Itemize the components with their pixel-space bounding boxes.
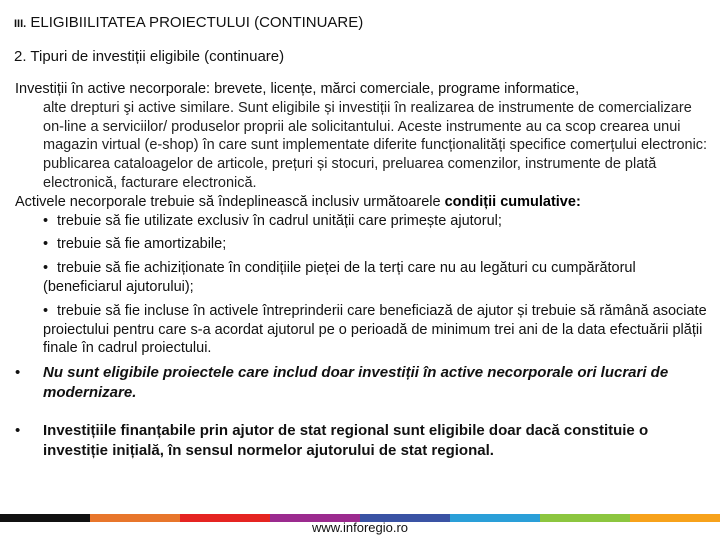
requirements-prefix: Activele necorporale trebuie să îndeplinească inclusiv următoarele: [15, 193, 445, 210]
slide-title: [14, 14, 363, 31]
criteria-text: trebuie să fie utilizate exclusiv în cadrul unității care primește ajutorul;: [57, 212, 502, 229]
footer-url[interactable]: www.inforegio.ro: [311, 520, 409, 535]
intro-rest: alte drepturi şi active similare. Sunt eligibile și investiții în realizarea de instrumente de comercializare on-line a serviciilor/ produselor proprii ale solicitantului. Aceste instrumente au ca scop crearea unui magazin virtual (e-shop) în care sunt implementate diferite funcționalități specifice comerțului electronic: publicarea cataloagelor de articole, prețuri și stocuri, preluarea comenzilor, instrumente de plată electronică, facturare electronică.: [43, 99, 708, 191]
note-not-eligible: [15, 363, 715, 403]
bullet-icon: •: [43, 236, 49, 253]
intro-head: Investiții în active necorporale: brevete, licențe, mărci comerciale, programe informatice,: [15, 81, 580, 97]
criteria-text: trebuie să fie achiziționate în condițiile pieței de la terți care nu au legături cu cumpărătorul (beneficiarul ajutorului);: [43, 260, 636, 295]
criteria-list: [15, 212, 715, 359]
title-text: ELIGIBIILITATEA PROIECTULUI (CONTINUARE): [30, 14, 364, 31]
intro-paragraph: [15, 80, 715, 193]
title-roman-numeral: III.: [14, 18, 27, 30]
criteria-text: trebuie să fie amortizabile;: [57, 236, 227, 253]
bullet-icon: •: [15, 364, 21, 382]
bullet-icon: •: [43, 302, 49, 319]
slide-body: [15, 80, 715, 461]
note-regional: [15, 421, 715, 461]
note-not-eligible-text: Nu sunt eligibile proiectele care includ doar investiții în active necorporale ori lucrari de modernizare.: [43, 364, 669, 402]
criteria-item: [43, 212, 715, 231]
requirements-line: [15, 193, 715, 212]
criteria-item: [43, 259, 715, 297]
note-regional-text: Investițiile finanțabile prin ajutor de stat regional sunt eligibile doar dacă constituie o investiție inițială, în sensul normelor ajutorului de stat regional.: [43, 422, 649, 460]
criteria-item: [43, 235, 715, 254]
slide-subtitle: 2. Tipuri de investiții eligibile (continuare): [14, 48, 285, 65]
bullet-icon: •: [43, 260, 49, 277]
criteria-text: trebuie să fie incluse în activele întreprinderii care beneficiază de ajutor și trebuie să rămână asociate proiectului pentru care s-a acordat ajutorul pe o perioadă de minimum trei ani de la data efectuării plății finale în cadrul proiectului.: [43, 302, 707, 357]
requirements-bold: condiții cumulative:: [444, 193, 581, 210]
criteria-item: [43, 302, 715, 358]
bullet-icon: •: [15, 422, 21, 440]
notes-list: [15, 363, 715, 461]
bullet-icon: •: [43, 212, 49, 229]
